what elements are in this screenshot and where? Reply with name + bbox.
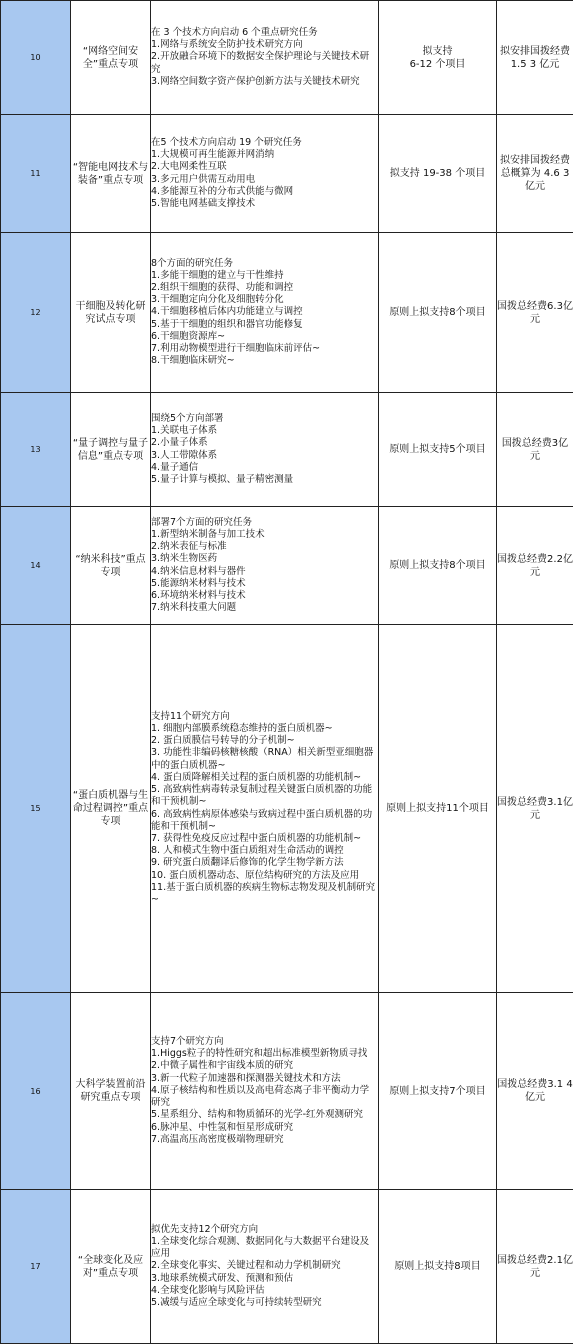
task-line: 1.新型纳米制备与加工技术 [151,529,378,541]
project-name [71,115,151,233]
table-body [1,1,573,1344]
table-row [1,625,573,993]
row-number-text: 17 [1,1262,70,1271]
row-number-text: 11 [1,169,70,178]
task-line: 4.原子核结构和性质以及高电荷态离子非平衡动力学研究 [151,1085,378,1109]
funding-amount [497,115,573,233]
task-line: 在5 个技术方向启动 19 个研究任务 [151,137,378,149]
table-row [1,1,573,115]
research-tasks [151,507,379,625]
row-number [1,1,71,115]
project-name-text: “纳米科技”重点专项 [71,553,150,579]
task-line: 1.多能干细胞的建立与干性维持 [151,270,378,282]
project-name [71,993,151,1190]
project-support-text: 原则上拟支持8项目 [379,1260,496,1273]
task-line: 6.干细胞资源库~ [151,331,378,343]
project-support [379,1190,497,1344]
table-row [1,1190,573,1344]
task-line: 1.全球变化综合观测、数据同化与大数据平台建设及应用 [151,1236,378,1260]
task-line: 5.减缓与适应全球变化与可持续转型研究 [151,1297,378,1309]
project-name-text: 大科学装置前沿研究重点专项 [71,1078,150,1104]
task-line: 2.开放融合环境下的数据安全保护理论与关键技术研究 [151,51,378,75]
task-line: 2.大电网柔性互联 [151,161,378,173]
table-row [1,993,573,1190]
row-number-text: 15 [1,804,70,813]
funding-amount-text: 拟安排国拨经费 1.5 3 亿元 [497,45,573,71]
task-line: 2.中微子属性和宇宙线本质的研究 [151,1060,378,1072]
row-number-text: 16 [1,1087,70,1096]
task-line: 10. 蛋白质机器动态、原位结构研究的方法及应用 [151,870,378,882]
project-support-text: 原则上拟支持8个项目 [379,306,496,319]
funding-amount [497,625,573,993]
project-support-text: 拟支持 6-12 个项目 [379,45,496,71]
funding-amount [497,1,573,115]
task-line: 5.基于干细胞的组织和器官功能修复 [151,319,378,331]
task-line: 4.多能源互补的分布式供能与微网 [151,186,378,198]
research-tasks [151,1,379,115]
funding-amount-text: 国拨总经费6.3亿元 [497,300,573,326]
task-line: 3.纳米生物医药 [151,553,378,565]
funding-amount-text: 拟安排国拨经费总概算为 4.6 3 亿元 [497,154,573,193]
task-line: 1.网络与系统安全防护技术研究方向 [151,39,378,51]
funding-amount-text: 国拨总经费3.1亿元 [497,796,573,822]
task-line: 支持7个研究方向 [151,1036,378,1048]
task-line: 5.星系组分、结构和物质循环的光学-红外观测研究 [151,1109,378,1121]
task-line: 3. 功能性非编码核糖核酸（RNA）相关新型亚细胞器中的蛋白质机器~ [151,747,378,771]
project-name-text: “全球变化及应对”重点专项 [71,1254,150,1280]
table-row [1,393,573,507]
row-number [1,993,71,1190]
task-line: 1.Higgs粒子的特性研究和超出标准模型新物质寻找 [151,1048,378,1060]
project-support [379,115,497,233]
row-number-text: 13 [1,445,70,454]
task-line: 3.新一代粒子加速器和探测器关键技术和方法 [151,1073,378,1085]
project-name [71,1190,151,1344]
task-line: 5.能源纳米材料与技术 [151,578,378,590]
task-line: 1.大规模可再生能源并网消纳 [151,149,378,161]
task-line: 6.脉冲星、中性氢和恒星形成研究 [151,1122,378,1134]
funding-amount [497,233,573,393]
task-line: 6. 高致病性病原体感染与致病过程中蛋白质机器的功能和干预机制~ [151,809,378,833]
task-line: 5.智能电网基础支撑技术 [151,198,378,210]
row-number-text: 14 [1,561,70,570]
funding-amount [497,1190,573,1344]
task-line: 围绕5个方向部署 [151,413,378,425]
task-line: 1. 细胞内部膜系统稳态维持的蛋白质机器~ [151,723,378,735]
task-line: 7.纳米科技重大问题 [151,602,378,614]
row-number [1,507,71,625]
task-line: 2.小量子体系 [151,437,378,449]
task-line: 7. 获得性免疫反应过程中蛋白质机器的功能机制~ [151,833,378,845]
row-number [1,1190,71,1344]
row-number-text: 12 [1,308,70,317]
task-line: 3.干细胞定向分化及细胞转分化 [151,294,378,306]
row-number [1,233,71,393]
row-number [1,115,71,233]
task-line: 2. 蛋白质膜信号转导的分子机制~ [151,735,378,747]
project-support [379,507,497,625]
research-tasks [151,115,379,233]
task-line: 部署7个方面的研究任务 [151,517,378,529]
project-name [71,507,151,625]
task-line: 2.全球变化事实、关键过程和动力学机制研究 [151,1260,378,1272]
project-name-text: 干细胞及转化研究试点专项 [71,300,150,326]
task-line: 拟优先支持12个研究方向 [151,1224,378,1236]
funding-amount-text: 国拨总经费3亿元 [497,437,573,463]
project-support-text: 原则上拟支持5个项目 [379,443,496,456]
task-line: 3.网络空间数字资产保护创新方法与关键技术研究 [151,76,378,88]
task-line: 5.量子计算与模拟、量子精密测量 [151,474,378,486]
research-tasks [151,233,379,393]
research-tasks [151,393,379,507]
task-line: 8.干细胞临床研究~ [151,355,378,367]
task-line: 在 3 个技术方向启动 6 个重点研究任务 [151,27,378,39]
task-line: 4.纳米信息材料与器件 [151,566,378,578]
funding-amount-text: 国拨总经费2.2亿元 [497,553,573,579]
project-name [71,233,151,393]
project-support [379,625,497,993]
project-name [71,625,151,993]
project-support-text: 拟支持 19-38 个项目 [379,167,496,180]
project-name [71,393,151,507]
task-line: 3.地球系统模式研发、预测和预估 [151,1273,378,1285]
row-number [1,625,71,993]
task-line: 7.利用动物模型进行干细胞临床前评估~ [151,343,378,355]
project-support [379,393,497,507]
funding-amount [497,507,573,625]
task-line: 11.基于蛋白质机器的疾病生物标志物发现及机制研究~ [151,882,378,906]
table-row [1,233,573,393]
task-line: 7.高温高压高密度极端物理研究 [151,1134,378,1146]
project-support-text: 原则上拟支持8个项目 [379,559,496,572]
project-name [71,1,151,115]
project-name-text: “网络空间安全”重点专项 [71,45,150,71]
project-support [379,233,497,393]
task-line: 4.量子通信 [151,462,378,474]
task-line: 2.纳米表征与标准 [151,541,378,553]
row-number [1,393,71,507]
task-line: 4. 蛋白质降解相关过程的蛋白质机器的功能机制~ [151,772,378,784]
funding-amount-text: 国拨总经费3.1 4亿元 [497,1078,573,1104]
task-line: 2.组织干细胞的获得、功能和调控 [151,282,378,294]
task-line: 3.多元用户供需互动用电 [151,174,378,186]
task-line: 8. 人和模式生物中蛋白质组对生命活动的调控 [151,845,378,857]
funding-amount [497,393,573,507]
table-row [1,507,573,625]
table-row [1,115,573,233]
research-tasks [151,625,379,993]
task-line: 3.人工带隙体系 [151,450,378,462]
funding-amount-text: 国拨总经费2.1亿元 [497,1254,573,1280]
project-name-text: “量子调控与量子信息”重点专项 [71,437,150,463]
task-line: 5. 高致病性病毒转录复制过程关键蛋白质机器的功能和干预机制~ [151,784,378,808]
row-number-text: 10 [1,53,70,62]
task-line: 9. 研究蛋白质翻译后修饰的化学生物学新方法 [151,857,378,869]
task-line: 6.环境纳米材料与技术 [151,590,378,602]
project-support-text: 原则上拟支持7个项目 [379,1085,496,1098]
project-name-text: “智能电网技术与装备”重点专项 [71,161,150,187]
research-tasks [151,1190,379,1344]
funding-amount [497,993,573,1190]
project-name-text: “蛋白质机器与生命过程调控”重点专项 [71,789,150,828]
task-line: 1.关联电子体系 [151,425,378,437]
project-support [379,1,497,115]
task-line: 8个方面的研究任务 [151,258,378,270]
research-tasks [151,993,379,1190]
task-line: 支持11个研究方向 [151,711,378,723]
task-line: 4.干细胞移植后体内功能建立与调控 [151,306,378,318]
project-support [379,993,497,1190]
task-line: 4.全球变化影响与风险评估 [151,1285,378,1297]
project-support-text: 原则上拟支持11个项目 [379,802,496,815]
